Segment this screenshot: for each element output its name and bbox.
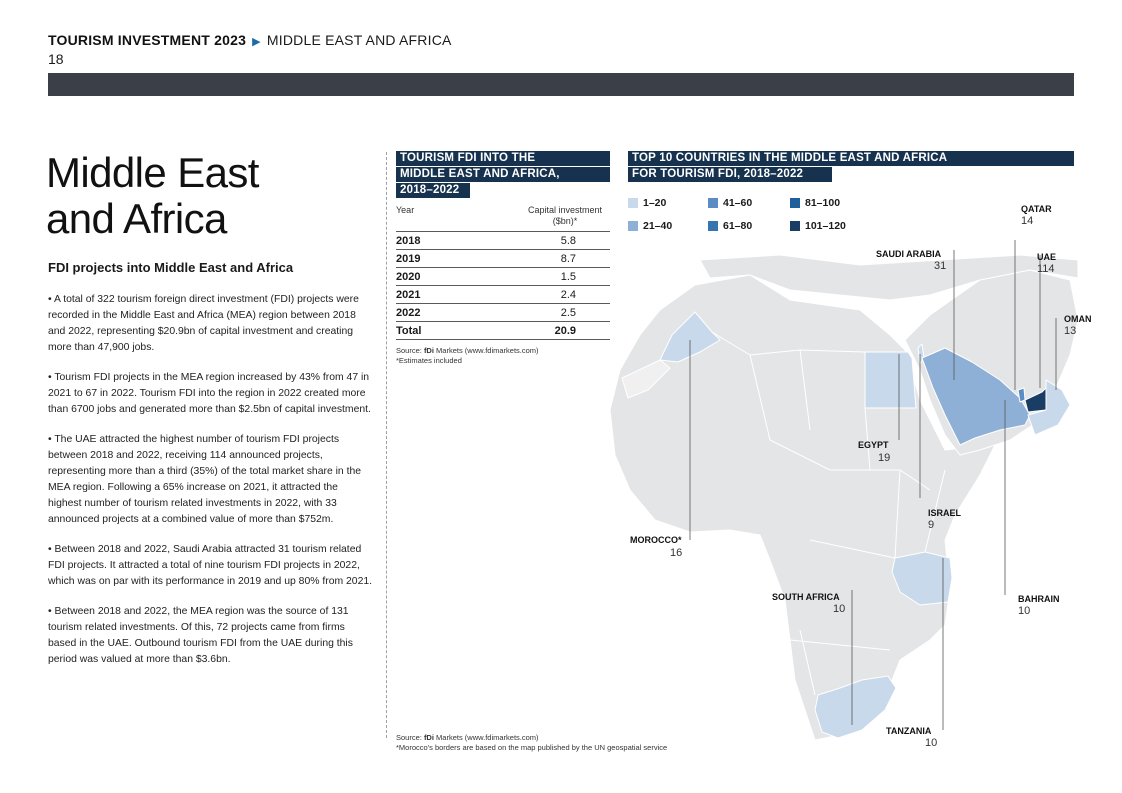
value-cell: 8.7	[560, 252, 576, 265]
map-title	[628, 151, 1074, 183]
header-band	[48, 73, 1074, 96]
legend-label: 101–120	[805, 220, 846, 232]
legend-item	[628, 220, 672, 232]
paragraph: • A total of 322 tourism foreign direct investment (FDI) projects were recorded in the Middle East and Africa (MEA) region between 2018 and 2022, representing $20.9bn of capital investment and creating more than 47,900 jobs.	[48, 294, 359, 353]
year-cell: 2022	[396, 306, 421, 319]
table-row	[396, 249, 610, 267]
source-rest: Markets (www.fdimarkets.com)	[433, 346, 539, 355]
table-note: *Estimates included	[396, 356, 462, 365]
label-oman: OMAN	[1064, 314, 1092, 324]
column-divider	[386, 152, 387, 738]
legend-swatch	[708, 198, 718, 208]
paragraph: • Tourism FDI projects in the MEA region increased by 43% from 47 in 2021 to 67 in 2022. Tourism FDI into the region in 2022 created more than 6700 jobs and generated more than $2.5bn of capital investment.	[48, 372, 371, 415]
source-prefix: Source:	[396, 733, 424, 742]
table-title-line: MIDDLE EAST AND AFRICA,	[396, 167, 610, 182]
egypt-shape	[865, 352, 916, 408]
map-title-line: TOP 10 COUNTRIES IN THE MIDDLE EAST AND AFRICA	[628, 151, 1074, 166]
legend-swatch	[628, 198, 638, 208]
map-title-line: FOR TOURISM FDI, 2018–2022	[628, 167, 832, 182]
legend-swatch	[628, 221, 638, 231]
label-bahrain: BAHRAIN	[1018, 594, 1060, 604]
col-value-header-line2: ($bn)*	[552, 216, 578, 226]
source-brand: fDi	[423, 733, 434, 742]
count-morocco: 16	[670, 547, 683, 559]
legend-item	[708, 197, 752, 209]
legend-label: 81–100	[805, 197, 841, 209]
legend-label: 41–60	[723, 197, 753, 209]
year-cell: 2018	[396, 234, 421, 247]
table-row	[396, 285, 610, 303]
legend-label: 21–40	[643, 220, 673, 232]
value-cell: 2.4	[560, 288, 576, 301]
value-cell: 2.5	[560, 306, 576, 319]
legend-swatch	[790, 198, 800, 208]
count-bahrain: 10	[1018, 605, 1031, 617]
section-subheading: FDI projects into Middle East and Africa	[48, 260, 294, 275]
year-cell: 2021	[396, 288, 421, 301]
legend-swatch	[790, 221, 800, 231]
paragraph: • Between 2018 and 2022, Saudi Arabia attracted 31 tourism related FDI projects. It attracted a total of nine tourism FDI projects in 2022, which was on par with its performance in 2019 and up 80% from 2021.	[48, 544, 373, 587]
count-tanzania: 10	[925, 737, 938, 749]
body-text	[48, 292, 373, 682]
label-egypt: EGYPT	[858, 440, 889, 450]
legend-swatch	[708, 221, 718, 231]
label-uae: UAE	[1037, 252, 1057, 262]
map-source	[396, 733, 667, 753]
table-title-line: 2018–2022	[396, 183, 470, 198]
page-title	[46, 150, 346, 242]
report-title: TOURISM INVESTMENT 2023	[48, 32, 247, 48]
col-value-header-line1: Capital investment	[527, 205, 603, 215]
legend-item	[708, 220, 752, 232]
paragraph: • The UAE attracted the highest number of tourism FDI projects between 2018 and 2022, receiving 114 announced projects, representing more than a third (35%) of the total market share in the MEA region. Following a 65% increase on 2021, it attracted the highest number of tourism related investments in 2022, with 33 announced projects at a combined value of more than $752m.	[48, 434, 362, 525]
source-brand: fDi	[423, 346, 434, 355]
count-israel: 9	[928, 519, 935, 531]
triangle-icon: ▶	[252, 36, 261, 48]
table-header	[396, 205, 610, 227]
total-label: Total	[396, 324, 422, 337]
count-egypt: 19	[878, 452, 891, 464]
col-value-header	[520, 205, 610, 227]
table-title	[396, 151, 610, 199]
table-row	[396, 303, 610, 321]
legend-label: 61–80	[723, 220, 753, 232]
map-note: *Morocco's borders are based on the map published by the UN geospatial service	[396, 743, 668, 752]
year-cell: 2019	[396, 252, 421, 265]
label-south-africa: SOUTH AFRICA	[772, 592, 840, 602]
table-source	[396, 346, 539, 366]
source-rest: Markets (www.fdimarkets.com)	[433, 733, 539, 742]
investment-table	[396, 205, 610, 340]
legend-item	[790, 220, 846, 232]
legend-item	[628, 197, 666, 209]
label-tanzania: TANZANIA	[886, 726, 932, 736]
value-cell: 1.5	[560, 270, 576, 283]
page-title-line1: Middle East	[46, 149, 259, 196]
source-prefix: Source:	[396, 346, 424, 355]
label-saudi-arabia: SAUDI ARABIA	[876, 249, 942, 259]
map-legend	[628, 197, 888, 237]
total-value: 20.9	[554, 324, 576, 337]
count-qatar: 14	[1021, 215, 1034, 227]
table-total-row	[396, 321, 610, 340]
page-title-line2: and Africa	[46, 195, 227, 242]
col-year-header: Year	[396, 205, 415, 215]
year-cell: 2020	[396, 270, 421, 283]
label-morocco: MOROCCO*	[630, 535, 682, 545]
legend-label: 1–20	[643, 197, 667, 209]
table-row	[396, 231, 610, 249]
count-saudi-arabia: 31	[934, 260, 947, 272]
page-number: 18	[48, 51, 64, 67]
paragraph: • Between 2018 and 2022, the MEA region was the source of 131 tourism related investments. Of this, 72 projects came from firms based in the UAE. Outbound tourism FDI from the UAE during this period was valued at more than $3.6bn.	[48, 606, 353, 665]
label-israel: ISRAEL	[928, 508, 962, 518]
count-south-africa: 10	[833, 603, 846, 615]
count-uae: 114	[1037, 263, 1055, 275]
africa-middle-east-map	[600, 240, 1080, 750]
running-header	[48, 32, 452, 48]
table-row	[396, 267, 610, 285]
label-qatar: QATAR	[1021, 204, 1052, 214]
count-oman: 13	[1064, 325, 1077, 337]
value-cell: 5.8	[560, 234, 576, 247]
legend-item	[790, 197, 840, 209]
section-name: MIDDLE EAST AND AFRICA	[266, 32, 452, 48]
table-title-line: TOURISM FDI INTO THE	[396, 151, 610, 166]
